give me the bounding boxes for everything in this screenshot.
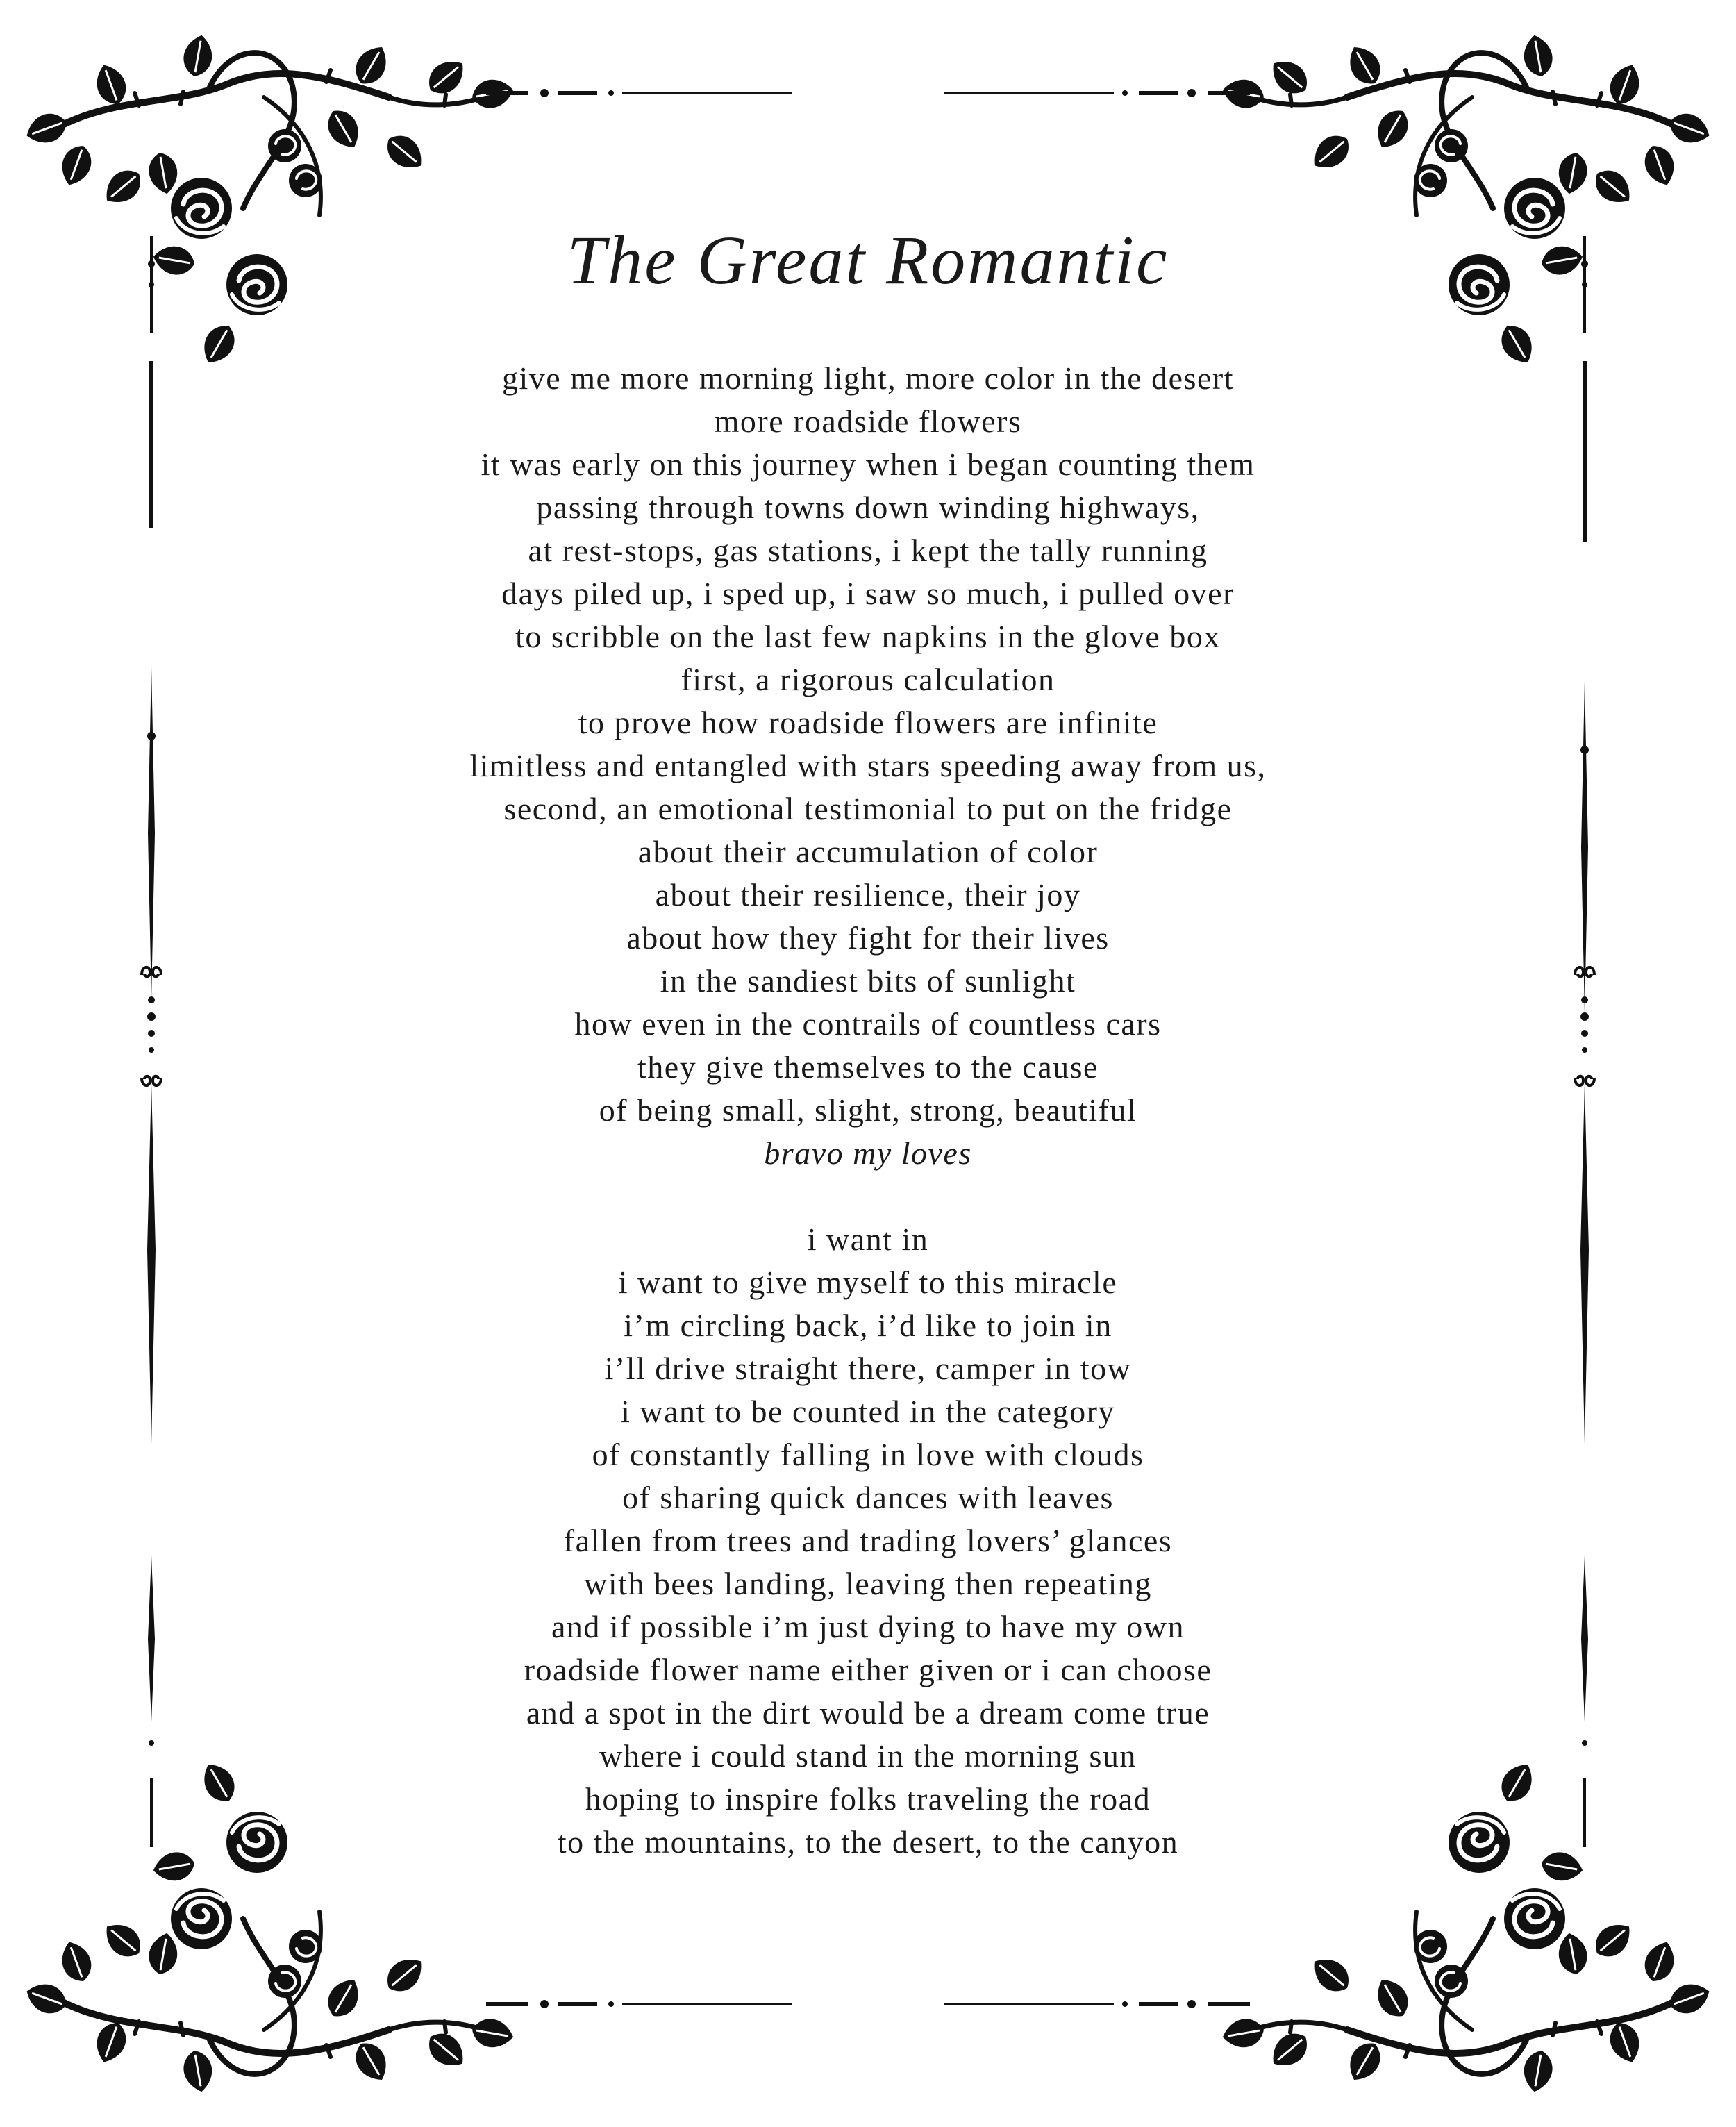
poem-line: to scribble on the last few napkins in the glove box [515, 619, 1221, 654]
poem-line: about their resilience, their joy [655, 877, 1081, 912]
poem-line: of constantly falling in love with clouds [592, 1437, 1144, 1472]
left-side-ornament [142, 236, 161, 1847]
poem-line: and if possible i’m just dying to have my own [551, 1609, 1185, 1644]
stanza-1 [347, 357, 1389, 1175]
poem-line: roadside flower name either given or i can choose [524, 1652, 1212, 1687]
poem-line: at rest-stops, gas stations, i kept the tally running [528, 533, 1208, 568]
poem-line: about how they fight for their lives [626, 920, 1110, 956]
poem-line: i want to be counted in the category [621, 1394, 1115, 1429]
poem-line: how even in the contrails of countless cars [574, 1006, 1162, 1042]
poem-body [347, 357, 1389, 1864]
poem-line: fallen from trees and trading lovers’ glances [563, 1523, 1173, 1558]
poem-line: passing through towns down winding highways, [536, 490, 1200, 525]
right-side-ornament [1575, 236, 1594, 1847]
poem-line-italic: bravo my loves [764, 1135, 972, 1171]
poem-line: days piled up, i sped up, i saw so much, i pulled over [501, 576, 1235, 611]
top-rule-left [486, 89, 792, 97]
poem-line: of sharing quick dances with leaves [622, 1480, 1114, 1515]
poem-line: give me more morning light, more color in the desert [502, 360, 1234, 396]
bottom-rule-left [486, 2000, 792, 2008]
poem-line: where i could stand in the morning sun [599, 1738, 1137, 1774]
poem-line: hoping to inspire folks traveling the road [585, 1781, 1151, 1817]
poem-line: it was early on this journey when i began counting them [481, 447, 1255, 482]
poem-line: in the sandiest bits of sunlight [660, 963, 1076, 999]
poem-title: The Great Romantic [567, 222, 1169, 299]
poem-line: first, a rigorous calculation [681, 662, 1055, 697]
poem-line: they give themselves to the cause [637, 1049, 1099, 1085]
poem-line: to prove how roadside flowers are infinite [578, 705, 1158, 740]
bottom-rule-right [944, 2000, 1250, 2008]
corner-rose-vine-icon-top-left [22, 33, 516, 369]
top-rule-right [944, 89, 1250, 97]
poem-line: and a spot in the dirt would be a dream come true [526, 1695, 1210, 1730]
corner-rose-vine-icon-top-right [1220, 33, 1714, 369]
poem-line: with bees landing, leaving then repeating [584, 1566, 1152, 1601]
poem-line: i want in [807, 1221, 929, 1257]
poem-line: about their accumulation of color [637, 834, 1099, 869]
stanza-break [347, 1175, 1389, 1218]
poem-line: i’ll drive straight there, camper in tow [604, 1351, 1132, 1386]
poem-line: to the mountains, to the desert, to the canyon [557, 1824, 1179, 1860]
stanza-2 [347, 1218, 1389, 1864]
poem-line: second, an emotional testimonial to put on the fridge [503, 791, 1233, 826]
poem-line: i’m circling back, i’d like to join in [624, 1308, 1112, 1343]
poem-line: more roadside flowers [714, 403, 1022, 439]
poem-line: of being small, slight, strong, beautiful [599, 1092, 1137, 1128]
poem-line: limitless and entangled with stars speeding away from us, [469, 748, 1267, 783]
poem-line: i want to give myself to this miracle [618, 1265, 1118, 1300]
